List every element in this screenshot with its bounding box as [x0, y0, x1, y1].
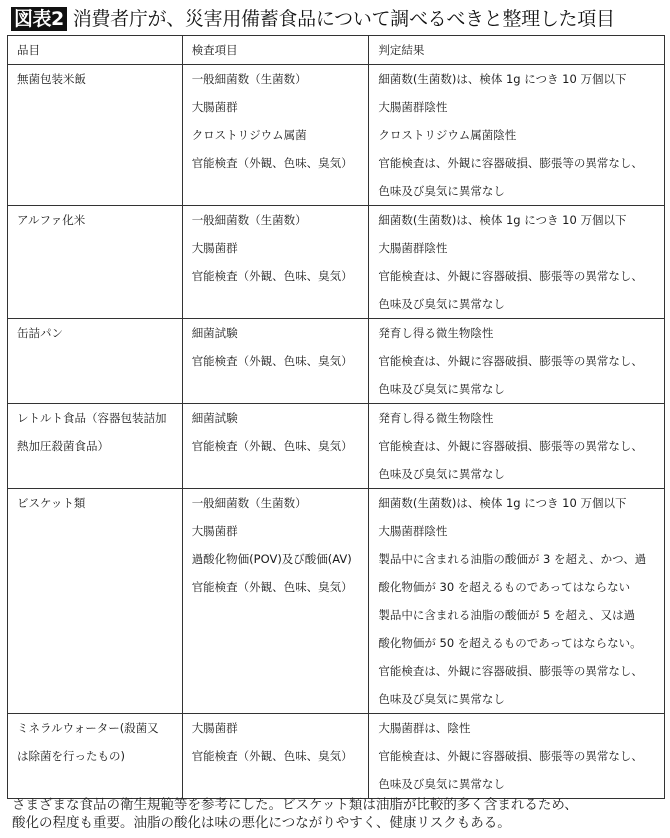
cell-line: 色味及び臭気に異常なし	[378, 777, 505, 791]
item-cell	[8, 206, 183, 319]
cell-line: 官能検査（外観、色味、臭気）	[191, 156, 353, 170]
cell-line: 官能検査（外観、色味、臭気）	[191, 439, 353, 453]
cell-line: 細菌数(生菌数)は、検体 1g につき 10 万個以下	[378, 72, 627, 86]
cell-line: 色味及び臭気に異常なし	[378, 184, 505, 198]
cell-line: 細菌数(生菌数)は、検体 1g につき 10 万個以下	[378, 213, 627, 227]
cell-line: は除菌を行ったもの)	[17, 749, 125, 763]
cell-line: ミネラルウォーター(殺菌又	[17, 721, 159, 735]
cell-line: 官能検査は、外観に容器破損、膨張等の異常なし、	[378, 439, 643, 453]
table-row	[8, 489, 665, 714]
cell-line: 缶詰パン	[17, 326, 63, 340]
cell-line: 細菌試験	[191, 326, 238, 340]
cell-line: 過酸化物価(POV)及び酸価(AV)	[191, 552, 352, 566]
cell-line: クロストリジウム属菌陰性	[378, 128, 517, 142]
cell-line: 大腸菌群陰性	[378, 524, 448, 538]
tests-cell	[182, 714, 369, 799]
cell-line: 官能検査は、外観に容器破損、膨張等の異常なし、	[378, 749, 643, 763]
cell-line: 酸化物価が 50 を超えるものであってはならない。	[378, 636, 642, 650]
item-cell	[8, 65, 183, 206]
item-cell	[8, 714, 183, 799]
item-cell	[8, 404, 183, 489]
cell-line: 色味及び臭気に異常なし	[378, 692, 505, 706]
header-tests: 検査項目	[182, 36, 369, 65]
tests-cell	[182, 206, 369, 319]
tests-cell	[182, 319, 369, 404]
cell-line: 大腸菌群	[191, 100, 238, 114]
cell-line: 無菌包装米飯	[17, 72, 86, 86]
item-cell	[8, 319, 183, 404]
tests-cell	[182, 489, 369, 714]
cell-line: 大腸菌群は、陰性	[378, 721, 471, 735]
cell-line: 官能検査は、外観に容器破損、膨張等の異常なし、	[378, 354, 643, 368]
results-cell	[369, 206, 665, 319]
cell-line: 官能検査は、外観に容器破損、膨張等の異常なし、	[378, 269, 643, 283]
cell-line: アルファ化米	[17, 213, 86, 227]
cell-line: 官能検査（外観、色味、臭気）	[191, 749, 353, 763]
cell-line: クロストリジウム属菌	[191, 128, 307, 142]
table-row	[8, 714, 665, 799]
cell-line: 官能検査（外観、色味、臭気）	[191, 580, 353, 594]
cell-line: 一般細菌数（生菌数）	[191, 496, 307, 510]
caption-line: 酸化の程度も重要。油脂の酸化は味の悪化につながりやすく、健康リスクもある。	[12, 815, 511, 831]
header-results: 判定結果	[369, 36, 665, 65]
figure-label: 図表2	[11, 7, 67, 31]
cell-line: 官能検査は、外観に容器破損、膨張等の異常なし、	[378, 664, 643, 678]
figure-title: 消費者庁が、災害用備蓄食品について調べるべきと整理した項目	[72, 8, 615, 30]
tests-cell	[182, 404, 369, 489]
cell-line: 大腸菌群	[191, 524, 238, 538]
table-row	[8, 206, 665, 319]
cell-line: 官能検査は、外観に容器破損、膨張等の異常なし、	[378, 156, 643, 170]
item-cell	[8, 489, 183, 714]
cell-line: 色味及び臭気に異常なし	[378, 382, 505, 396]
cell-line: ビスケット類	[17, 496, 86, 510]
figure-title-bar	[11, 6, 615, 32]
cell-line: 官能検査（外観、色味、臭気）	[191, 354, 353, 368]
cell-line: 大腸菌群陰性	[378, 100, 448, 114]
results-cell	[369, 404, 665, 489]
cell-line: 細菌試験	[191, 411, 238, 425]
cell-line: 製品中に含まれる油脂の酸価が 3 を超え、かつ、過	[378, 552, 647, 566]
cell-line: 発育し得る微生物陰性	[378, 411, 494, 425]
table-row	[8, 319, 665, 404]
tests-cell	[182, 65, 369, 206]
cell-line: 熱加圧殺菌食品）	[17, 439, 109, 453]
cell-line: 発育し得る微生物陰性	[378, 326, 494, 340]
header-item: 品目	[8, 36, 183, 65]
cell-line: 大腸菌群陰性	[378, 241, 448, 255]
caption-line: さまざまな食品の衛生規範等を参考にした。ビスケット類は油脂が比較的多く含まれるため、	[12, 797, 578, 813]
cell-line: 一般細菌数（生菌数）	[191, 213, 307, 227]
results-cell	[369, 714, 665, 799]
cell-line: 官能検査（外観、色味、臭気）	[191, 269, 353, 283]
inspection-items-table	[7, 35, 665, 799]
table-row	[8, 404, 665, 489]
cell-line: 細菌数(生菌数)は、検体 1g につき 10 万個以下	[378, 496, 627, 510]
cell-line: 色味及び臭気に異常なし	[378, 297, 505, 311]
table-row	[8, 65, 665, 206]
results-cell	[369, 319, 665, 404]
figure-caption	[12, 796, 662, 832]
results-cell	[369, 65, 665, 206]
results-cell	[369, 489, 665, 714]
cell-line: 酸化物価が 30 を超えるものであってはならない	[378, 580, 631, 594]
cell-line: 大腸菌群	[191, 721, 238, 735]
cell-line: 大腸菌群	[191, 241, 238, 255]
cell-line: 色味及び臭気に異常なし	[378, 467, 505, 481]
table-header-row	[8, 36, 665, 65]
cell-line: 製品中に含まれる油脂の酸価が 5 を超え、又は過	[378, 608, 636, 622]
cell-line: レトルト食品（容器包装詰加	[17, 411, 167, 425]
cell-line: 一般細菌数（生菌数）	[191, 72, 307, 86]
